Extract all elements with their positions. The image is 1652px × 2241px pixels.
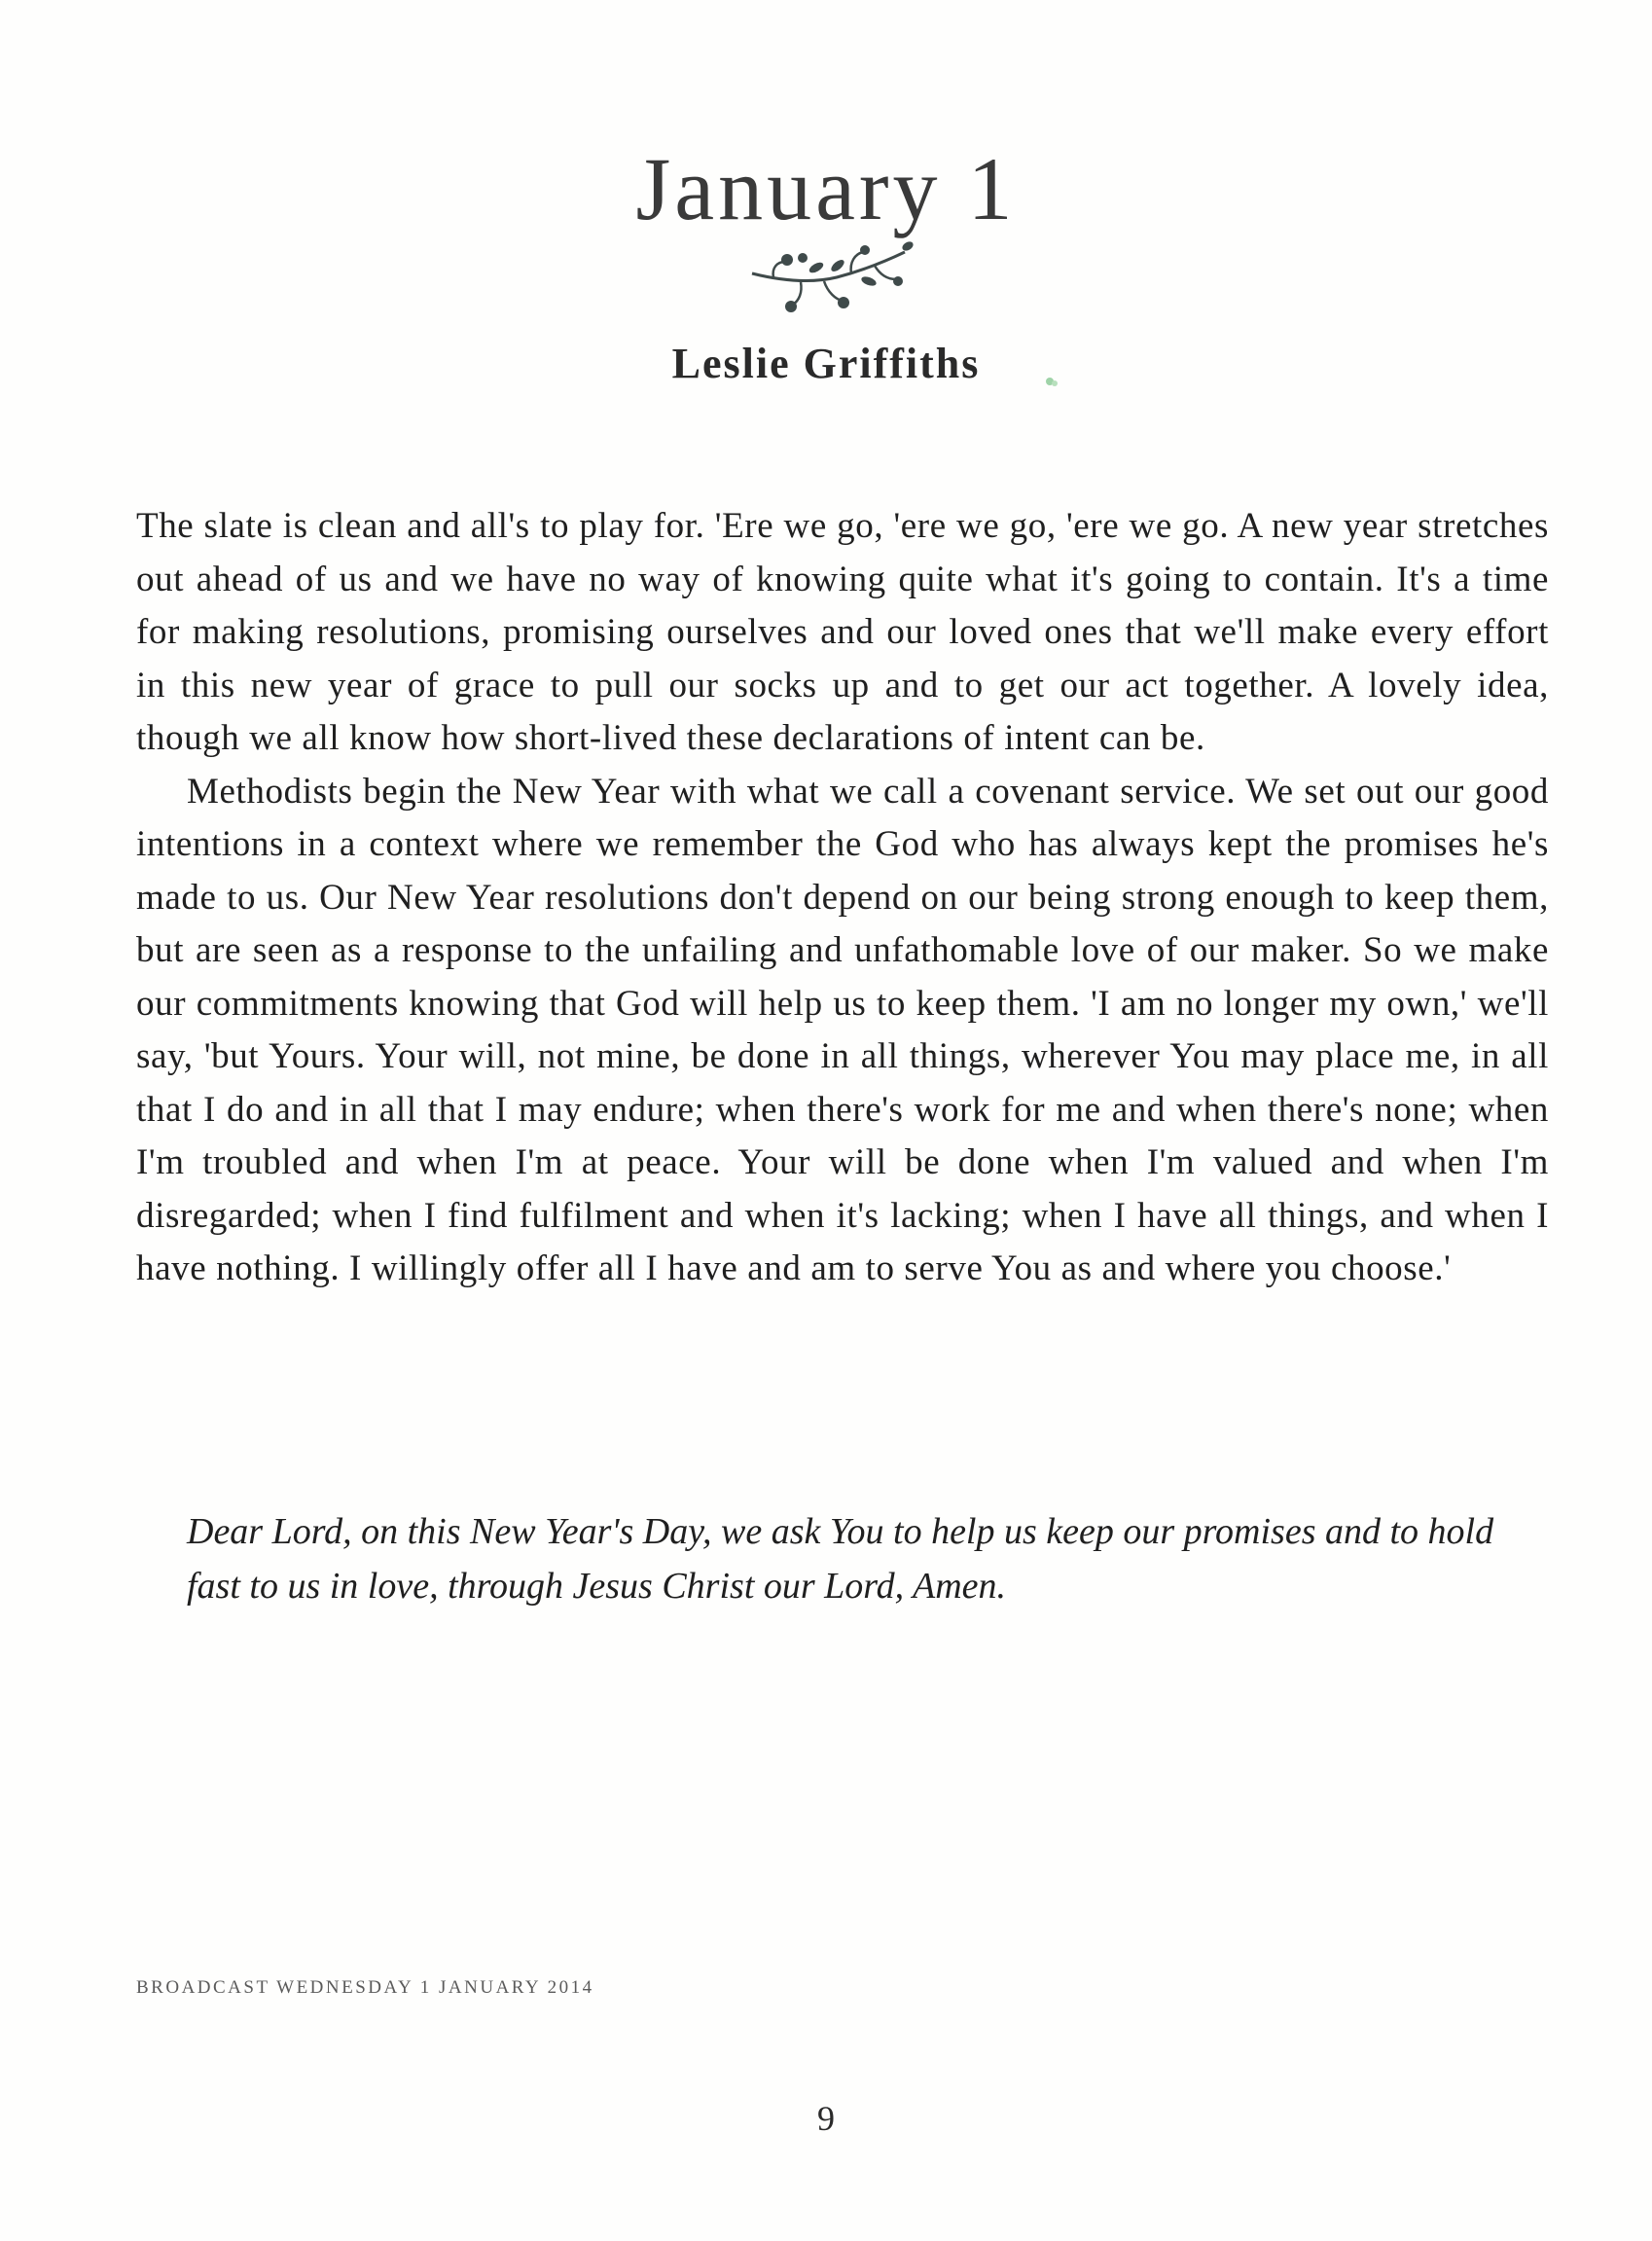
green-speck-icon — [1045, 377, 1059, 388]
paragraph-2: Methodists begin the New Year with what we call a covenant service. We set out our good intentions in a context where we remember the God who has always kept the promises he's made to us. Our New Year resolutions don't depend on our being strong enough to keep them, but are seen as a response to the unfailing and unfathomable love of our maker. So we make our commitments knowing that God will help us to keep them. 'I am no longer my own,' we'll say, 'but Yours. Your will, not mine, be done in all things, wherever You may place me, in all that I do and in all that I may endure; when there's work for me and when there's none; when I'm troubled and when I'm at peace. Your will be done when I'm valued and when I'm disregarded; when I find fulfilment and when it's lacking; when I have all things, and when I have nothing. I willingly offer all I have and am to serve You as and where you choose.' — [136, 771, 1549, 1288]
devotional-body — [136, 500, 1549, 1296]
author-name: Leslie Griffiths — [671, 340, 981, 387]
paragraph-1: The slate is clean and all's to play for. 'Ere we go, 'ere we go, 'ere we go. A new year stretches out ahead of us and we have no way of knowing quite what it's going to contain. It's a time for making resolutions, promising ourselves and our loved ones that we'll make every effort in this new year of grace to pull our socks up and to get our act together. A lovely idea, though we all know how short-lived these declarations of intent can be. — [136, 506, 1549, 758]
page-number: 9 — [817, 2099, 835, 2138]
broadcast-date: BROADCAST WEDNESDAY 1 JANUARY 2014 — [136, 1977, 594, 1998]
page-title: January 1 — [635, 139, 1017, 238]
prayer-text: Dear Lord, on this New Year's Day, we ask You to help us keep our promises and to hold fast to us in love, through Jesus Christ our Lord, Amen. — [187, 1511, 1494, 1607]
leaf-vine-ornament-icon — [744, 238, 919, 316]
